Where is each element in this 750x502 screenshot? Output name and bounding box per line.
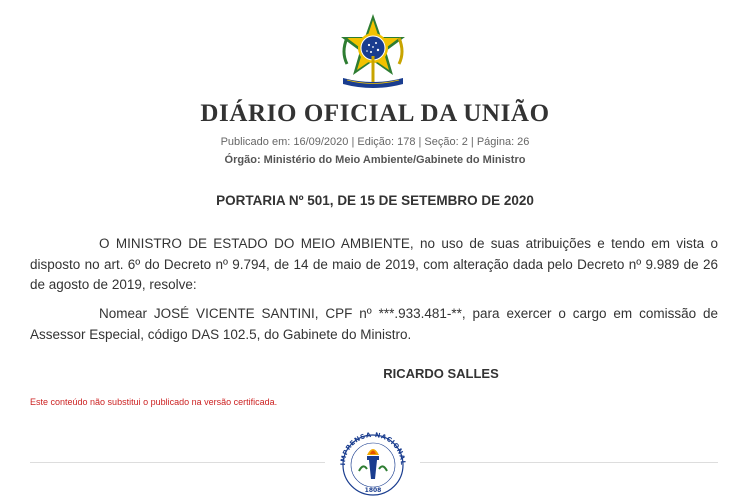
seal-arc-text: IMPRENSA NACIONAL xyxy=(338,430,408,466)
document-title: PORTARIA Nº 501, DE 15 DE SETEMBRO DE 2020 xyxy=(216,193,534,208)
newspaper-title: DIÁRIO OFICIAL DA UNIÃO xyxy=(200,100,550,127)
orgao-line xyxy=(0,154,750,166)
seal-year: 1808 xyxy=(364,487,382,494)
imprensa-nacional-seal-icon xyxy=(333,425,413,502)
paragraph-appointment: Nomear JOSÉ VICENTE SANTINI, CPF nº ***.933.481-**, para exercer o cargo em comissão de Assessor Especial, código DAS 102.5, do Gabinete do Ministro. xyxy=(30,306,718,342)
footer-divider-left xyxy=(30,462,325,463)
brazil-coat-of-arms-icon xyxy=(333,12,413,92)
signer-name: RICARDO SALLES xyxy=(383,366,499,381)
publication-info: Publicado em: 16/09/2020 | Edição: 178 | Seção: 2 | Página: 26 xyxy=(220,136,530,148)
footer-divider-right xyxy=(420,462,718,463)
orgao-value: Ministério do Meio Ambiente/Gabinete do Ministro xyxy=(263,154,526,166)
orgao-label: Órgão: xyxy=(224,154,261,166)
paragraph-preamble: O MINISTRO DE ESTADO DO MEIO AMBIENTE, no uso de suas atribuições e tendo em vista o disposto no art. 6º do Decreto nº 9.794, de 14 de maio de 2019, com alteração dada pelo Decreto nº 9.989 de 26 de agosto de 2019, resolve: xyxy=(30,236,718,292)
disclaimer-text: Este conteúdo não substitui o publicado na versão certificada. xyxy=(30,397,278,407)
